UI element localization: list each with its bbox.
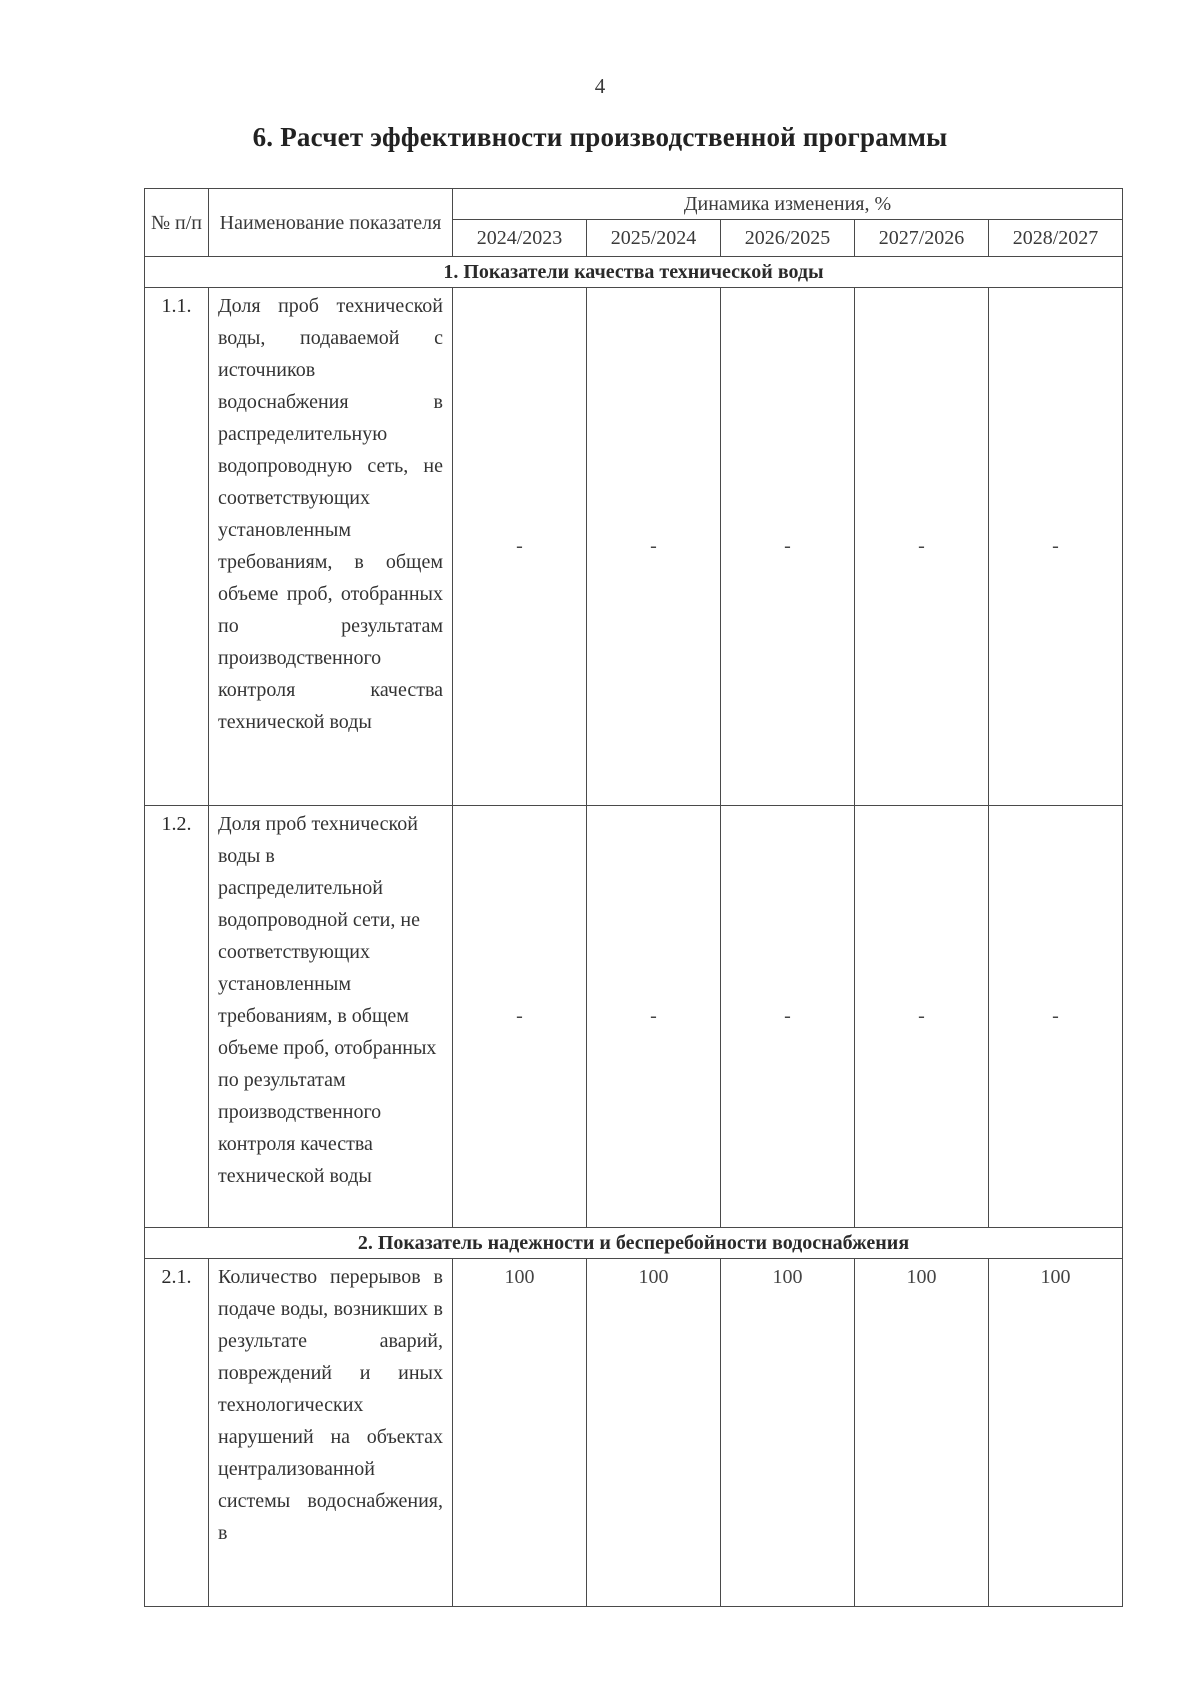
page-title: 6. Расчет эффективности производственной программы [252, 122, 948, 152]
indicator-name: Доля проб технической воды в распределительной водопроводной сети, не соответствующих установленным требованиям, в общем объеме проб, отобранных по результатам производственного контроля качества технической воды [209, 806, 453, 1228]
indicators-table [144, 188, 1123, 1607]
row-number: 1.1. [145, 288, 209, 806]
value-cell: - [721, 288, 855, 806]
value-cell: - [989, 288, 1123, 806]
header-row-top [145, 189, 1123, 220]
header-num: № п/п [145, 189, 209, 257]
table-row [145, 1259, 1123, 1607]
value-cell: - [855, 806, 989, 1228]
row-number: 1.2. [145, 806, 209, 1228]
header-year: 2028/2027 [989, 220, 1123, 257]
header-year: 2024/2023 [453, 220, 587, 257]
page-number: 4 [594, 74, 606, 98]
value-cell: - [989, 806, 1123, 1228]
section-title: 2. Показатель надежности и бесперебойности водоснабжения [145, 1228, 1123, 1259]
section-title: 1. Показатели качества технической воды [145, 257, 1123, 288]
value-cell: - [453, 288, 587, 806]
header-dynamics: Динамика изменения, % [453, 189, 1123, 220]
value-cell: - [721, 806, 855, 1228]
value-cell: 100 [587, 1259, 721, 1607]
header-year: 2025/2024 [587, 220, 721, 257]
section-row [145, 257, 1123, 288]
value-cell: - [855, 288, 989, 806]
row-number: 2.1. [145, 1259, 209, 1607]
header-year: 2026/2025 [721, 220, 855, 257]
indicator-name: Доля проб технической воды, подаваемой с источников водоснабжения в распределительную водопроводную сеть, не соответствующих установленным требованиям, в общем объеме проб, отобранных по результатам производственного контроля качества технической воды [209, 288, 453, 806]
indicator-name: Количество перерывов в подаче воды, возникших в результате аварий, повреждений и иных технологических нарушений на объектах централизованной системы водоснабжения, в [209, 1259, 453, 1607]
value-cell: 100 [855, 1259, 989, 1607]
value-cell: 100 [721, 1259, 855, 1607]
header-year: 2027/2026 [855, 220, 989, 257]
value-cell: 100 [453, 1259, 587, 1607]
value-cell: - [587, 288, 721, 806]
value-cell: - [587, 806, 721, 1228]
header-name: Наименование показателя [209, 189, 453, 257]
value-cell: 100 [989, 1259, 1123, 1607]
value-cell: - [453, 806, 587, 1228]
table-row [145, 806, 1123, 1228]
table-row [145, 288, 1123, 806]
section-row [145, 1228, 1123, 1259]
